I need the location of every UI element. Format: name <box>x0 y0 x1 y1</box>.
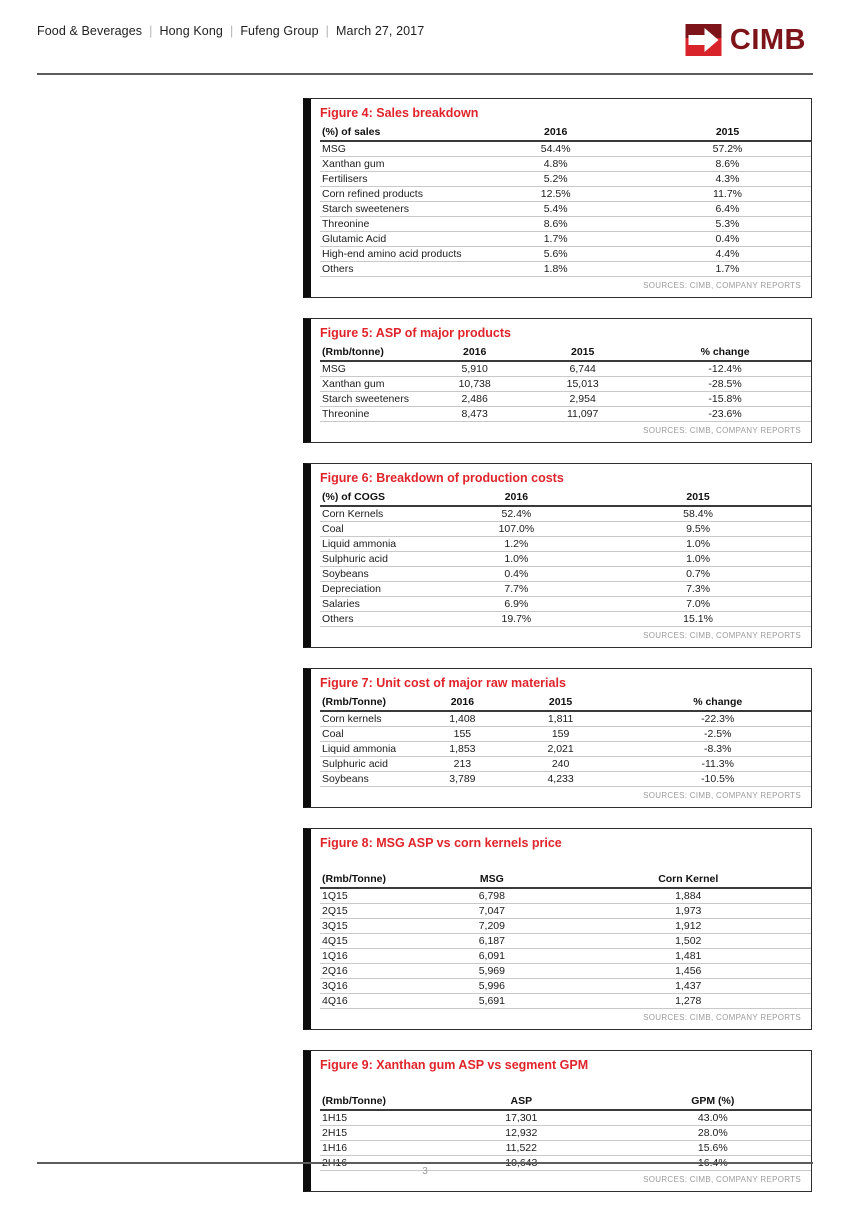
column-header: 2016 <box>448 490 585 506</box>
table-cell: High-end amino acid products <box>320 247 467 262</box>
table-cell: Fertilisers <box>320 172 467 187</box>
table-row <box>320 742 811 757</box>
table-cell: Threonine <box>320 407 423 422</box>
table-row <box>320 919 811 934</box>
table-cell: 7.3% <box>585 582 811 597</box>
table-cell: 8,473 <box>423 407 526 422</box>
table-cell: 3,789 <box>428 772 497 787</box>
header-row <box>320 125 811 141</box>
figure-title: Figure 9: Xanthan gum ASP vs segment GPM <box>320 1058 589 1072</box>
table-row <box>320 994 811 1009</box>
table-cell: 7.0% <box>585 597 811 612</box>
cimb-logo-wordmark: CIMB <box>729 24 806 56</box>
table-cell: Corn Kernels <box>320 506 448 522</box>
table-cell: Corn kernels <box>320 711 428 727</box>
table-cell: Soybeans <box>320 772 428 787</box>
table-cell: 1.8% <box>467 262 644 277</box>
breadcrumb-company: Fufeng Group <box>240 24 319 38</box>
table-row <box>320 711 811 727</box>
column-header: 2015 <box>644 125 811 141</box>
cimb-logo <box>683 21 806 59</box>
table-cell: 15.1% <box>585 612 811 627</box>
breadcrumb-separator: | <box>229 24 234 38</box>
column-header: % change <box>624 695 811 711</box>
column-header: (Rmb/Tonne) <box>320 695 428 711</box>
cimb-logo-icon <box>683 21 724 59</box>
column-header: 2015 <box>526 345 639 361</box>
table-cell: -8.3% <box>624 742 811 757</box>
table-row <box>320 407 811 422</box>
table-row <box>320 949 811 964</box>
table-cell: 1Q16 <box>320 949 418 964</box>
table-row <box>320 612 811 627</box>
column-header: 2015 <box>585 490 811 506</box>
table-cell: 4.8% <box>467 157 644 172</box>
table-cell: 5,691 <box>418 994 565 1009</box>
table-row <box>320 979 811 994</box>
column-header: GPM (%) <box>615 1094 811 1110</box>
table-cell: 3Q15 <box>320 919 418 934</box>
table-cell: 2,954 <box>526 392 639 407</box>
table-cell: 1,853 <box>428 742 497 757</box>
table-cell: 1.0% <box>585 552 811 567</box>
table-cell: Xanthan gum <box>320 157 467 172</box>
breadcrumb-separator: | <box>149 24 153 38</box>
header-row <box>320 490 811 506</box>
table-row <box>320 202 811 217</box>
table-cell: 4.4% <box>644 247 811 262</box>
table-cell: MSG <box>320 361 423 377</box>
table-cell: Liquid ammonia <box>320 537 448 552</box>
source-note: SOURCES: CIMB, COMPANY REPORTS <box>643 426 801 435</box>
figure-title: Figure 8: MSG ASP vs corn kernels price <box>320 836 562 850</box>
table-cell: 0.4% <box>644 232 811 247</box>
table-cell: 4,233 <box>497 772 625 787</box>
table-cell: 8.6% <box>467 217 644 232</box>
figure-5-table <box>320 345 811 422</box>
figure-title: Figure 4: Sales breakdown <box>320 106 479 120</box>
table-cell: 159 <box>497 727 625 742</box>
source-note: SOURCES: CIMB, COMPANY REPORTS <box>643 281 801 290</box>
table-cell: Sulphuric acid <box>320 552 448 567</box>
table-cell: MSG <box>320 141 467 157</box>
column-header: (%) of sales <box>320 125 467 141</box>
table-row <box>320 964 811 979</box>
table-cell: 17,301 <box>428 1110 615 1126</box>
table-cell: 12.5% <box>467 187 644 202</box>
table-row <box>320 506 811 522</box>
table-cell: 107.0% <box>448 522 585 537</box>
table-cell: Others <box>320 612 448 627</box>
table-row <box>320 187 811 202</box>
table-cell: 5,910 <box>423 361 526 377</box>
column-header: MSG <box>418 872 565 888</box>
table-cell: -28.5% <box>639 377 811 392</box>
table-row <box>320 217 811 232</box>
column-header: ASP <box>428 1094 615 1110</box>
table-cell: 9.5% <box>585 522 811 537</box>
table-cell: 3Q16 <box>320 979 418 994</box>
table-cell: 6.9% <box>448 597 585 612</box>
table-cell: -11.3% <box>624 757 811 772</box>
table-cell: 19.7% <box>448 612 585 627</box>
table-cell: 1,502 <box>565 934 811 949</box>
table-cell: 6,744 <box>526 361 639 377</box>
table-cell: 240 <box>497 757 625 772</box>
table-cell: 1,278 <box>565 994 811 1009</box>
header-divider <box>37 73 813 75</box>
breadcrumb-separator: | <box>325 24 330 38</box>
figure-5-panel <box>303 318 812 443</box>
table-cell: Salaries <box>320 597 448 612</box>
table-row <box>320 262 811 277</box>
header-row <box>320 695 811 711</box>
source-note: SOURCES: CIMB, COMPANY REPORTS <box>643 791 801 800</box>
figures-column <box>303 98 812 1212</box>
table-cell: 7,209 <box>418 919 565 934</box>
header-row <box>320 872 811 888</box>
column-header: (Rmb/Tonne) <box>320 872 418 888</box>
table-cell: 4Q15 <box>320 934 418 949</box>
table-cell: 10,738 <box>423 377 526 392</box>
figure-title: Figure 6: Breakdown of production costs <box>320 471 564 485</box>
table-cell: 155 <box>428 727 497 742</box>
figure-title: Figure 5: ASP of major products <box>320 326 511 340</box>
table-cell: Starch sweeteners <box>320 392 423 407</box>
table-cell: 15.6% <box>615 1141 811 1156</box>
table-row <box>320 582 811 597</box>
table-cell: 5.3% <box>644 217 811 232</box>
table-cell: 5.4% <box>467 202 644 217</box>
table-row <box>320 934 811 949</box>
table-cell: 6,091 <box>418 949 565 964</box>
table-cell: 12,932 <box>428 1126 615 1141</box>
table-cell: 11.7% <box>644 187 811 202</box>
breadcrumb-region: Hong Kong <box>159 24 223 38</box>
table-cell: 2,021 <box>497 742 625 757</box>
table-cell: 11,522 <box>428 1141 615 1156</box>
table-row <box>320 727 811 742</box>
table-row <box>320 567 811 582</box>
figure-7-panel <box>303 668 812 808</box>
table-cell: Starch sweeteners <box>320 202 467 217</box>
figure-7-table <box>320 695 811 787</box>
table-cell: 7,047 <box>418 904 565 919</box>
table-cell: -23.6% <box>639 407 811 422</box>
table-row <box>320 1126 811 1141</box>
source-note: SOURCES: CIMB, COMPANY REPORTS <box>643 631 801 640</box>
table-cell: 1,884 <box>565 888 811 904</box>
table-cell: 0.4% <box>448 567 585 582</box>
table-row <box>320 1141 811 1156</box>
table-cell: 2,486 <box>423 392 526 407</box>
table-row <box>320 904 811 919</box>
table-row <box>320 757 811 772</box>
table-row <box>320 247 811 262</box>
table-cell: 1,811 <box>497 711 625 727</box>
table-cell: Threonine <box>320 217 467 232</box>
table-cell: 6,798 <box>418 888 565 904</box>
table-cell: 1Q15 <box>320 888 418 904</box>
column-header: (Rmb/Tonne) <box>320 1094 428 1110</box>
footer-divider <box>37 1162 813 1164</box>
table-cell: 4Q16 <box>320 994 418 1009</box>
table-row <box>320 1110 811 1126</box>
column-header: 2016 <box>428 695 497 711</box>
table-cell: 2H15 <box>320 1126 428 1141</box>
table-cell: 1H16 <box>320 1141 428 1156</box>
table-cell: 2Q16 <box>320 964 418 979</box>
breadcrumb-sector: Food & Beverages <box>37 24 143 38</box>
table-cell: 6.4% <box>644 202 811 217</box>
table-cell: 5,996 <box>418 979 565 994</box>
table-cell: -2.5% <box>624 727 811 742</box>
table-cell: 1,437 <box>565 979 811 994</box>
table-cell: 5.2% <box>467 172 644 187</box>
table-cell: Coal <box>320 522 448 537</box>
table-cell: 28.0% <box>615 1126 811 1141</box>
table-cell: 43.0% <box>615 1110 811 1126</box>
table-cell: Soybeans <box>320 567 448 582</box>
table-cell: 1,456 <box>565 964 811 979</box>
table-cell: 7.7% <box>448 582 585 597</box>
table-row <box>320 377 811 392</box>
table-row <box>320 172 811 187</box>
table-cell: 5.6% <box>467 247 644 262</box>
table-cell: 57.2% <box>644 141 811 157</box>
table-cell: 1,912 <box>565 919 811 934</box>
table-cell: 11,097 <box>526 407 639 422</box>
figure-4-panel <box>303 98 812 298</box>
table-row <box>320 888 811 904</box>
page-number: 3 <box>422 1166 428 1177</box>
table-cell: 1,408 <box>428 711 497 727</box>
table-cell: -10.5% <box>624 772 811 787</box>
source-note: SOURCES: CIMB, COMPANY REPORTS <box>643 1013 801 1022</box>
table-row <box>320 232 811 247</box>
column-header: % change <box>639 345 811 361</box>
figure-8-panel <box>303 828 812 1030</box>
table-cell: Sulphuric acid <box>320 757 428 772</box>
table-cell: Depreciation <box>320 582 448 597</box>
table-row <box>320 552 811 567</box>
table-cell: 58.4% <box>585 506 811 522</box>
table-cell: 0.7% <box>585 567 811 582</box>
column-header: 2016 <box>467 125 644 141</box>
table-cell: -22.3% <box>624 711 811 727</box>
table-cell: Xanthan gum <box>320 377 423 392</box>
header-row <box>320 1094 811 1110</box>
table-cell: Glutamic Acid <box>320 232 467 247</box>
table-cell: Others <box>320 262 467 277</box>
table-cell: 8.6% <box>644 157 811 172</box>
table-cell: 1,973 <box>565 904 811 919</box>
header-row <box>320 345 811 361</box>
figure-6-panel <box>303 463 812 648</box>
column-header: 2016 <box>423 345 526 361</box>
table-cell: Corn refined products <box>320 187 467 202</box>
table-row <box>320 157 811 172</box>
table-cell: 1.7% <box>467 232 644 247</box>
table-row <box>320 141 811 157</box>
table-cell: 1,481 <box>565 949 811 964</box>
figure-4-table <box>320 125 811 277</box>
breadcrumb <box>37 24 424 38</box>
column-header: Corn Kernel <box>565 872 811 888</box>
table-cell: 54.4% <box>467 141 644 157</box>
table-cell: 2Q15 <box>320 904 418 919</box>
breadcrumb-date: March 27, 2017 <box>336 24 425 38</box>
table-cell: Coal <box>320 727 428 742</box>
table-cell: -12.4% <box>639 361 811 377</box>
table-cell: 1.7% <box>644 262 811 277</box>
table-cell: Liquid ammonia <box>320 742 428 757</box>
column-header: 2015 <box>497 695 625 711</box>
column-header: (%) of COGS <box>320 490 448 506</box>
source-note: SOURCES: CIMB, COMPANY REPORTS <box>643 1175 801 1184</box>
table-cell: 52.4% <box>448 506 585 522</box>
figure-9-table <box>320 1094 811 1171</box>
figure-6-table <box>320 490 811 627</box>
column-header: (Rmb/tonne) <box>320 345 423 361</box>
table-cell: 1.0% <box>585 537 811 552</box>
table-cell: 6,187 <box>418 934 565 949</box>
table-row <box>320 392 811 407</box>
table-row <box>320 361 811 377</box>
table-cell: 1.0% <box>448 552 585 567</box>
table-row <box>320 772 811 787</box>
table-cell: -15.8% <box>639 392 811 407</box>
table-cell: 1.2% <box>448 537 585 552</box>
table-row <box>320 597 811 612</box>
table-cell: 1H15 <box>320 1110 428 1126</box>
figure-8-table <box>320 872 811 1009</box>
table-cell: 213 <box>428 757 497 772</box>
table-cell: 15,013 <box>526 377 639 392</box>
table-row <box>320 522 811 537</box>
figure-title: Figure 7: Unit cost of major raw materials <box>320 676 566 690</box>
table-row <box>320 537 811 552</box>
table-cell: 5,969 <box>418 964 565 979</box>
table-cell: 4.3% <box>644 172 811 187</box>
